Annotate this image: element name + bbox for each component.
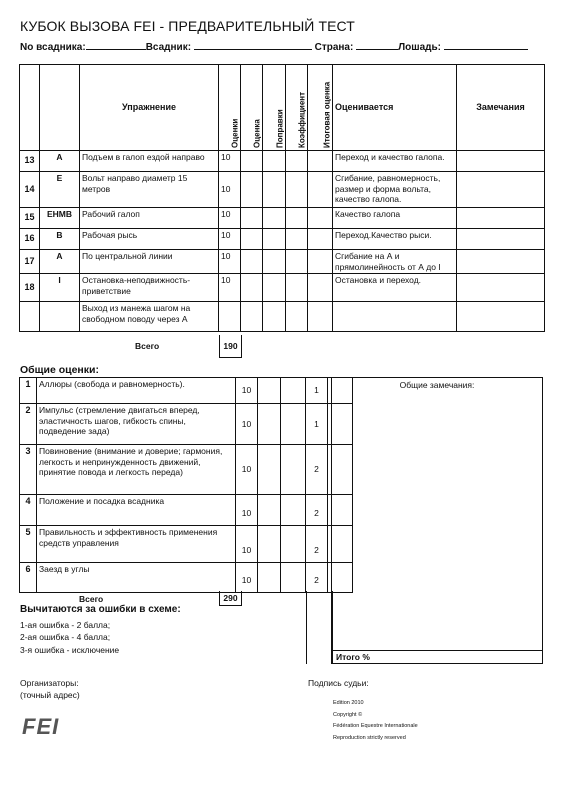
movement-no: 13 [20, 151, 40, 172]
general-coef: 2 [306, 495, 328, 526]
country-label: Страна: [314, 42, 354, 53]
header-marks: Оценки [219, 65, 241, 151]
movement-evaluated: Переход и качество галопа. [333, 151, 457, 172]
general-text: Положение и посадка всадника [37, 495, 236, 526]
table-row [20, 151, 545, 172]
corrections-cell[interactable] [281, 495, 306, 526]
horse-line[interactable] [444, 40, 528, 50]
general-no: 1 [20, 378, 37, 404]
general-total-label: Всего [79, 594, 104, 604]
general-max: 10 [236, 404, 258, 445]
general-max: 10 [236, 378, 258, 404]
corrections-cell[interactable] [281, 404, 306, 445]
general-coef: 2 [306, 526, 328, 563]
general-text: Правильность и эффективность применения средств управления [37, 526, 236, 563]
movement-no: 14 [20, 172, 40, 208]
table-row [20, 229, 545, 250]
movement-max: 10 [219, 229, 241, 250]
header-corrections: Поправки [263, 65, 286, 151]
rider-line[interactable] [194, 40, 312, 50]
corrections-cell[interactable] [263, 172, 286, 208]
score-cell[interactable] [241, 151, 263, 172]
deductions-title: Вычитаются за ошибки в схеме: [20, 604, 181, 615]
movement-evaluated: Переход.Качество рыси. [333, 229, 457, 250]
header-score: Оценка [241, 65, 263, 151]
movement-letter: I [40, 274, 80, 302]
movement-max: 10 [219, 250, 241, 274]
edition-line: Reproduction strictly reserved [333, 734, 406, 741]
edition-line: Fédération Equestre Internationale [333, 723, 418, 730]
general-section-title: Общие оценки: [20, 364, 99, 376]
deductions-list [20, 619, 119, 656]
final-cell[interactable] [308, 250, 333, 274]
table-row [20, 563, 353, 593]
movement-max: 10 [219, 208, 241, 229]
corrections-cell[interactable] [263, 274, 286, 302]
table-row [20, 250, 545, 274]
movement-exercise: Остановка-неподвижность-приветствие [80, 274, 219, 302]
general-remarks-label: Общие замечания: [399, 380, 475, 390]
country-line[interactable] [356, 40, 398, 50]
movement-no: 18 [20, 274, 40, 302]
final-cell[interactable] [308, 229, 333, 250]
header-remarks: Замечания [457, 65, 545, 151]
score-cell[interactable] [241, 208, 263, 229]
movement-evaluated: Остановка и переход. [333, 274, 457, 302]
general-remarks-box[interactable] [331, 377, 543, 664]
corrections-cell[interactable] [263, 151, 286, 172]
general-max: 10 [236, 563, 258, 593]
score-cell[interactable] [258, 526, 281, 563]
corrections-cell[interactable] [281, 563, 306, 593]
score-cell[interactable] [258, 378, 281, 404]
coef-cell [286, 172, 308, 208]
movement-exercise: Подъем в галоп ездой направо [80, 151, 219, 172]
final-cell[interactable] [308, 172, 333, 208]
score-cell[interactable] [241, 250, 263, 274]
movement-exercise: Рабочая рысь [80, 229, 219, 250]
movement-max: 10 [219, 274, 241, 302]
coef-cell [286, 229, 308, 250]
total-percent-label: Итого % [331, 650, 543, 664]
horse-label: Лошадь: [398, 42, 441, 53]
corrections-cell[interactable] [263, 208, 286, 229]
general-coef: 1 [306, 404, 328, 445]
header-final: Итоговая оценка [308, 65, 333, 151]
general-coef: 1 [306, 378, 328, 404]
score-cell[interactable] [258, 495, 281, 526]
edition-line: Copyright © [333, 711, 363, 718]
coef-cell [286, 250, 308, 274]
final-cell[interactable] [308, 151, 333, 172]
general-max: 10 [236, 526, 258, 563]
movement-letter: E [40, 172, 80, 208]
movement-no: 16 [20, 229, 40, 250]
movement-letter: B [40, 229, 80, 250]
table-row [20, 445, 353, 495]
general-coef: 2 [306, 445, 328, 495]
table-row [20, 274, 545, 302]
edition-line: Edition 2010 [333, 700, 364, 706]
coef-cell [286, 208, 308, 229]
movement-no [20, 302, 40, 332]
movement-exercise: Вольт направо диаметр 15 метров [80, 172, 219, 208]
deduction-item: 3-я ошибка - исключение [20, 644, 120, 655]
table-row [20, 302, 545, 332]
general-no: 3 [20, 445, 37, 495]
table-row [20, 378, 353, 404]
remarks-cell[interactable] [457, 172, 545, 208]
table-row [20, 208, 545, 229]
edition-info [333, 698, 418, 744]
general-no: 5 [20, 526, 37, 563]
remarks-cell[interactable] [457, 151, 545, 172]
movement-evaluated [333, 302, 457, 332]
corrections-cell[interactable] [263, 250, 286, 274]
corrections-cell[interactable] [263, 229, 286, 250]
coef-cell [286, 274, 308, 302]
table-header-row [20, 65, 545, 151]
movement-letter: A [40, 250, 80, 274]
movement-exercise: Рабочий галоп [80, 208, 219, 229]
general-max: 10 [236, 495, 258, 526]
table-row [20, 404, 353, 445]
remarks-cell[interactable] [457, 250, 545, 274]
coef-cell [286, 151, 308, 172]
judge-signature-label: Подпись судьи: [308, 678, 369, 688]
movement-no: 15 [20, 208, 40, 229]
score-cell[interactable] [241, 229, 263, 250]
score-cell[interactable] [241, 274, 263, 302]
coef-cell [286, 302, 308, 332]
fei-logo: FEI [22, 714, 60, 739]
table-row [20, 495, 353, 526]
corrections-cell[interactable] [281, 526, 306, 563]
score-cell[interactable] [258, 404, 281, 445]
movement-letter [40, 302, 80, 332]
general-coef: 2 [306, 563, 328, 593]
movements-total-value: 190 [219, 335, 242, 358]
general-text: Импульс (стремление двигаться вперед, эластичность шагов, гибкость спины, подведение зада) [37, 404, 236, 445]
address-label: (точный адрес) [20, 690, 80, 701]
movements-total-label: Всего [135, 341, 160, 351]
corrections-cell[interactable] [263, 302, 286, 332]
header-exercise: Упражнение [80, 65, 219, 151]
table-row [20, 172, 545, 208]
page-title: КУБОК ВЫЗОВА FEI - ПРЕДВАРИТЕЛЬНЫЙ ТЕСТ [20, 18, 355, 34]
general-max: 10 [236, 445, 258, 495]
general-text: Заезд в углы [37, 563, 236, 593]
score-cell[interactable] [241, 302, 263, 332]
header-no [20, 65, 40, 151]
rider-label: Всадник: [145, 42, 192, 53]
general-table [19, 377, 353, 593]
movement-evaluated: Сгибание на А и прямолинейность от А до I [333, 250, 457, 274]
general-no: 4 [20, 495, 37, 526]
remarks-cell[interactable] [457, 302, 545, 332]
corrections-cell[interactable] [281, 445, 306, 495]
movement-max [219, 302, 241, 332]
organizers-label: Организаторы: [20, 678, 79, 688]
remarks-cell[interactable] [457, 208, 545, 229]
general-text: Аллюры (свобода и равномерность). [37, 378, 236, 404]
corrections-cell[interactable] [281, 378, 306, 404]
final-column-extension [306, 591, 333, 664]
header-evaluated: Оценивается [333, 65, 457, 151]
movements-table [19, 64, 545, 332]
deduction-item: 1-ая ошибка - 2 балла; [20, 620, 111, 630]
header-letter [40, 65, 80, 151]
movement-letter: A [40, 151, 80, 172]
movement-evaluated: Сгибание, равномерность, размер и форма вольта, качество галопа. [333, 172, 457, 208]
score-cell[interactable] [258, 445, 281, 495]
deduction-item: 2-ая ошибка - 4 балла; [20, 632, 111, 643]
movement-exercise: Выход из манежа шагом на свободном поводу через А [80, 302, 219, 332]
remarks-cell[interactable] [457, 229, 545, 250]
final-cell[interactable] [308, 208, 333, 229]
score-cell[interactable] [258, 563, 281, 593]
table-row [20, 526, 353, 563]
movement-exercise: По центральной линии [80, 250, 219, 274]
general-total-value: 290 [219, 591, 242, 606]
rider-no-label: No всадника: [20, 42, 86, 53]
header-coefficient: Коэффициент [286, 65, 308, 151]
movement-no: 17 [20, 250, 40, 274]
general-no: 6 [20, 563, 37, 593]
remarks-cell[interactable] [457, 274, 545, 302]
movement-max: 10 [219, 172, 241, 208]
general-text: Повиновение (внимание и доверие; гармония, легкость и непринужденность движений, принятие повода и легкость переда) [37, 445, 236, 495]
rider-no-line[interactable] [86, 40, 146, 50]
final-cell[interactable] [308, 302, 333, 332]
rider-fields [20, 40, 528, 53]
general-no: 2 [20, 404, 37, 445]
score-cell[interactable] [241, 172, 263, 208]
movement-max: 10 [219, 151, 241, 172]
movement-evaluated: Качество галопа [333, 208, 457, 229]
final-cell[interactable] [308, 274, 333, 302]
movement-letter: EHMB [40, 208, 80, 229]
organizers-block [20, 677, 80, 702]
